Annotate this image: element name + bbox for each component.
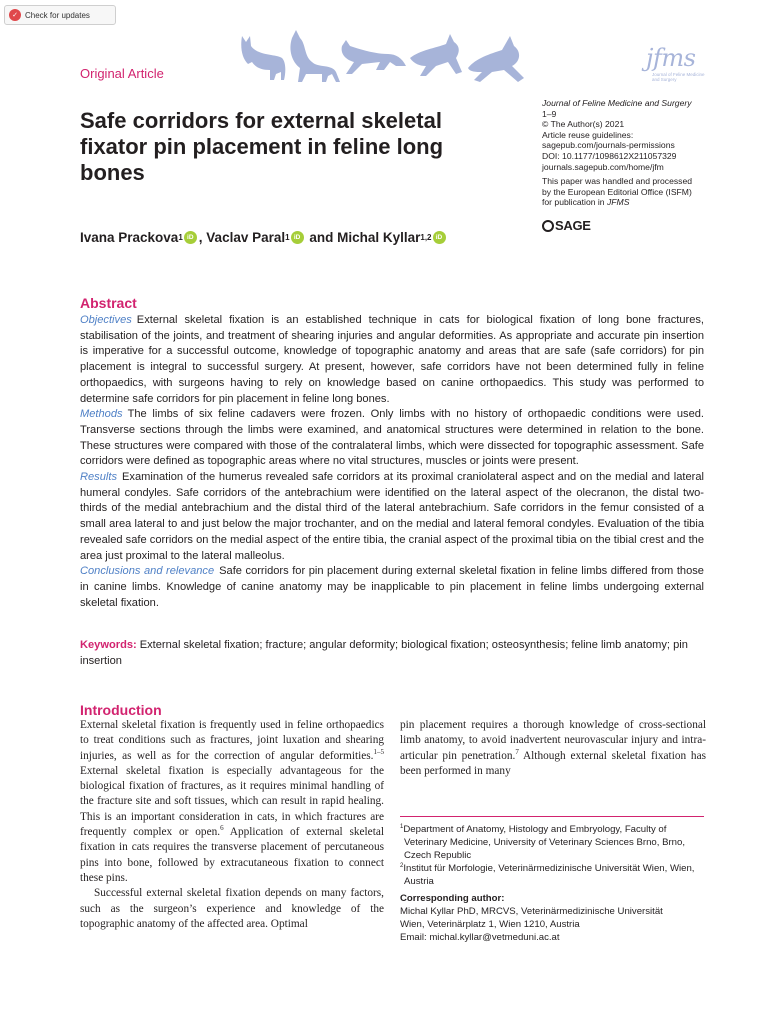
author-name: Vaclav Paral bbox=[206, 230, 286, 245]
cat-silhouette-icon bbox=[342, 40, 406, 74]
orcid-icon[interactable]: iD bbox=[291, 231, 304, 244]
footnote-divider bbox=[400, 816, 704, 817]
author-separator: , bbox=[198, 230, 207, 245]
keywords bbox=[80, 638, 700, 669]
abstract-section-label: Results bbox=[80, 471, 117, 484]
abstract-section-text: Examination of the humerus revealed safe corridors at its proximal craniolateral aspect and on the medial and lateral humeral condyles. Safe corridors of the antebrachium were identified on the lateral aspect of the olecranon, the distal two-thirds of the medial antebrachium and the distal third of the lateral antebrachium. Safe corridors in the femur consisted of a small area lateral to and just below the major trochanter, and on the medial and lateral femoral condyles. Evaluation of the tibia revealed safe corridors on the medial aspect of the entire tibia, the cranial aspect of the proximal tibia on the tibial crest and the area just proximal to the lateral malleolus. bbox=[80, 471, 704, 562]
abstract-heading: Abstract bbox=[80, 295, 137, 311]
abstract-section bbox=[80, 564, 704, 611]
handled-note-line3: for publication in JFMS bbox=[542, 197, 630, 208]
keywords-text: External skeletal fixation; fracture; angular deformity; biological fixation; osteosynthesis; feline limb anatomy; pin insertion bbox=[80, 639, 688, 667]
check-for-updates-button[interactable] bbox=[4, 5, 116, 25]
journal-name: Journal of Feline Medicine and Surgery bbox=[542, 98, 692, 108]
abstract-section bbox=[80, 407, 704, 470]
page-range: 1–9 bbox=[542, 108, 557, 119]
journal-home-link[interactable]: journals.sagepub.com/home/jfm bbox=[542, 161, 664, 172]
sage-logo bbox=[542, 218, 591, 233]
affiliation-item: $^2$Institut für Morfologie, Veterinärmedizinische Universität Wien, Wien, Austria bbox=[400, 862, 695, 887]
check-for-updates-label: Check for updates bbox=[25, 10, 90, 20]
cat-silhouette-icon bbox=[410, 34, 462, 76]
author-name: Michal Kyllar bbox=[337, 230, 421, 245]
affiliations bbox=[400, 823, 704, 944]
corresponding-author-line: Michal Kyllar PhD, MRCVS, Veterinärmedizinische Universität bbox=[400, 906, 663, 917]
body-column-right bbox=[400, 718, 706, 779]
author-name: Ivana Prackova bbox=[80, 230, 179, 245]
reuse-label: Article reuse guidelines: bbox=[542, 129, 634, 140]
sage-logo-text: SAGE bbox=[555, 218, 591, 233]
author-list bbox=[80, 230, 448, 245]
jfms-logo bbox=[630, 42, 710, 88]
cat-silhouette-icon bbox=[290, 30, 340, 82]
abstract-section-text: Safe corridors for pin placement during external skeletal fixation in feline limbs differed from those in canine limbs. Knowledge of canine anatomy may be inapplicable to pin placement in feline limbs undergoing external skeletal fixation. bbox=[80, 565, 704, 609]
abstract-section-label: Objectives bbox=[80, 314, 132, 326]
abstract-section-text: External skeletal fixation is an established technique in cats for biological fixation of long bone fractures, stabilisation of the joints, and treatment of shearing injuries and angular deformities. As appropriate and accurate pin insertion is imperative for a successful outcome, knowledge of topographic anatomy and areas that are safe (safe corridors) for pin placement is integral to successful surgery. At present, however, safe corridors have not been determined fully in feline orthopaedics, with surgeons having to rely on knowledge based on canine orthopaedics. This study was performed to determine safe corridors for pin placement in feline long bones. bbox=[80, 314, 704, 405]
corresponding-author-line: Wien, Veterinärplatz 1, Wien 1210, Austria bbox=[400, 919, 580, 930]
reference-citation[interactable]: 1–5 bbox=[373, 747, 384, 756]
reference-citation[interactable]: 7 bbox=[515, 747, 519, 756]
body-paragraph: Successful external skeletal fixation depends on many factors, such as the surgeon’s experience and knowledge of the topographic anatomy of the affected area. Optimal bbox=[80, 887, 384, 930]
handled-note-line1: This paper was handled and processed bbox=[542, 176, 693, 187]
corresponding-author-heading: Corresponding author: bbox=[400, 893, 505, 904]
doi-link[interactable]: DOI: 10.1177/1098612X211057329 bbox=[542, 150, 677, 161]
body-paragraph: pin placement requires a thorough knowledge of cross-sectional limb anatomy, to avoid inadvertent neurovascular injury and intra-articular pin penetration.$^7$ Although external skeletal fixation has been performed in many bbox=[400, 719, 706, 777]
orcid-icon[interactable]: iD bbox=[433, 231, 446, 244]
reuse-link[interactable]: sagepub.com/journals-permissions bbox=[542, 140, 675, 151]
author-affiliation-ref: 1 bbox=[178, 233, 183, 242]
body-paragraph: External skeletal fixation is frequently used in feline orthopaedics to treat conditions such as fractures, joint luxation and shearing injuries, as well as for the correction of angular deformities.$^{1-5}$ External skeletal fixation is especially advantageous for the biological fixation of fractures, as it requires minimal handling of the fracture site and soft tissues, which can result in rapid healing. This is an important consideration in cats, in which fractures are frequently complex or open.$^6$ Application of external skeletal fixation in cats requires the transverse placement of percutaneous pins into bone, followed by extracutaneous fixation to connect these pins. bbox=[80, 719, 384, 884]
body-column-left bbox=[80, 718, 384, 932]
affiliation-item: $^1$Department of Anatomy, Histology and Embryology, Faculty of Veterinary Medicine, University of Veterinary Sciences Brno, Brno, Czech Republic bbox=[400, 823, 686, 861]
jfms-logo-subtext: Journal of Feline Medicine and Surgery bbox=[652, 72, 705, 82]
crossmark-icon: ✓ bbox=[9, 9, 21, 21]
abstract-section-text: The limbs of six feline cadavers were frozen. Only limbs with no history of orthopaedic conditions were used. Transverse sections through the limbs were examined, and anatomical structures were determined in relation to the bone. These structures were compared with those of the contralateral limbs, which were dissected for topographic assessment. Safe corridors were defined as topographic areas where no vital structures, muscles or joints were present. bbox=[80, 408, 704, 468]
abstract-body bbox=[80, 313, 704, 611]
abstract-section-label: Conclusions and relevance bbox=[80, 565, 215, 578]
jfms-logo-text: jfms bbox=[646, 44, 696, 72]
cat-silhouette-banner bbox=[236, 28, 532, 86]
author-separator: and bbox=[305, 230, 338, 245]
journal-info bbox=[542, 98, 722, 208]
article-title: Safe corridors for external skeletal fixator pin placement in feline long bones bbox=[80, 108, 444, 185]
copyright: © The Author(s) 2021 bbox=[542, 119, 625, 130]
cat-silhouette-icon bbox=[241, 36, 285, 80]
keywords-label: Keywords: bbox=[80, 639, 137, 651]
reference-citation[interactable]: 6 bbox=[220, 824, 224, 833]
article-type-label: Original Article bbox=[80, 66, 164, 81]
author-affiliation-ref: 1,2 bbox=[420, 233, 432, 242]
introduction-heading: Introduction bbox=[80, 702, 162, 718]
abstract-section-label: Methods bbox=[80, 408, 123, 421]
sage-logo-icon bbox=[542, 220, 554, 232]
cat-silhouette-icon bbox=[468, 36, 524, 82]
abstract-section bbox=[80, 313, 704, 407]
handled-note-line2: by the European Editorial Office (ISFM) bbox=[542, 186, 692, 197]
abstract-section bbox=[80, 470, 704, 564]
orcid-icon[interactable]: iD bbox=[184, 231, 197, 244]
author-affiliation-ref: 1 bbox=[285, 233, 290, 242]
corresponding-author-email[interactable]: Email: michal.kyllar@vetmeduni.ac.at bbox=[400, 932, 560, 943]
